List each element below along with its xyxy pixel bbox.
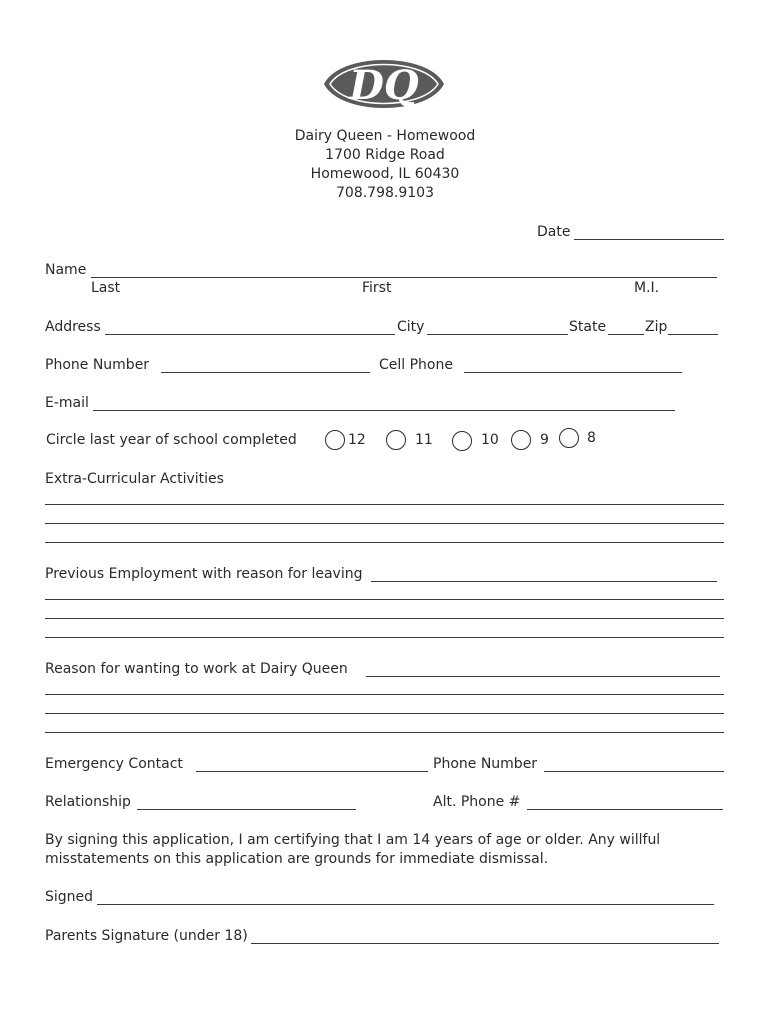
cell-phone-field[interactable] [464,372,682,373]
reason-line-1[interactable] [45,694,724,695]
school-option-8-label: 8 [587,430,596,446]
previous-employment-field[interactable] [371,581,717,582]
activities-label: Extra-Curricular Activities [45,471,224,487]
emergency-contact-label: Emergency Contact [45,756,183,772]
city-field[interactable] [427,334,568,335]
date-field[interactable] [574,239,724,240]
parents-signature-field[interactable] [251,943,719,944]
email-label: E-mail [45,395,89,411]
address-field[interactable] [105,334,395,335]
activities-line-3[interactable] [45,542,724,543]
emergency-contact-field[interactable] [196,771,428,772]
name-field[interactable] [91,277,717,278]
school-option-11-circle[interactable] [386,430,406,450]
school-option-9-label: 9 [540,432,549,448]
school-option-8-circle[interactable] [559,428,579,448]
school-option-12-circle[interactable] [325,430,345,450]
zip-label: Zip [645,319,668,335]
state-field[interactable] [608,334,644,335]
school-option-9-circle[interactable] [511,430,531,450]
previous-employment-line-3[interactable] [45,637,724,638]
city-label: City [397,319,425,335]
reason-line-3[interactable] [45,732,724,733]
school-option-10-label: 10 [481,432,499,448]
phone-number-field[interactable] [161,372,370,373]
business-city: Homewood, IL 60430 [310,166,460,182]
school-year-label: Circle last year of school completed [46,432,297,448]
activities-line-2[interactable] [45,523,724,524]
reason-field[interactable] [366,676,720,677]
emergency-phone-label: Phone Number [433,756,538,772]
school-option-11-label: 11 [415,432,433,448]
relationship-label: Relationship [45,794,131,810]
dairy-queen-logo [320,44,448,122]
name-last-label: Last [91,280,121,296]
certification-line-1: By signing this application, I am certifying that I am 14 years of age or older. Any willful [45,832,661,848]
reason-label: Reason for wanting to work at Dairy Queen [45,661,348,677]
previous-employment-label: Previous Employment with reason for leaving [45,566,363,582]
previous-employment-line-1[interactable] [45,599,724,600]
logo-text: DQ [349,62,419,109]
zip-field[interactable] [668,334,718,335]
signed-field[interactable] [97,904,714,905]
business-street: 1700 Ridge Road [325,147,445,163]
date-label: Date [537,224,571,240]
cell-phone-label: Cell Phone [379,357,453,373]
business-name: Dairy Queen - Homewood [294,128,476,144]
name-mi-label: M.I. [634,280,660,296]
signed-label: Signed [45,889,94,905]
phone-number-label: Phone Number [45,357,150,373]
certification-line-2: misstatements on this application are grounds for immediate dismissal. [45,851,549,867]
parents-signature-label: Parents Signature (under 18) [45,928,248,944]
alt-phone-label: Alt. Phone # [433,794,521,810]
school-option-12-label: 12 [348,432,366,448]
alt-phone-field[interactable] [527,809,723,810]
email-field[interactable] [93,410,675,411]
school-option-10-circle[interactable] [452,431,472,451]
business-phone: 708.798.9103 [336,185,434,201]
reason-line-2[interactable] [45,713,724,714]
emergency-phone-field[interactable] [544,771,724,772]
state-label: State [569,319,607,335]
name-label: Name [45,262,87,278]
relationship-field[interactable] [137,809,356,810]
activities-line-1[interactable] [45,504,724,505]
address-label: Address [45,319,101,335]
previous-employment-line-2[interactable] [45,618,724,619]
name-first-label: First [362,280,392,296]
